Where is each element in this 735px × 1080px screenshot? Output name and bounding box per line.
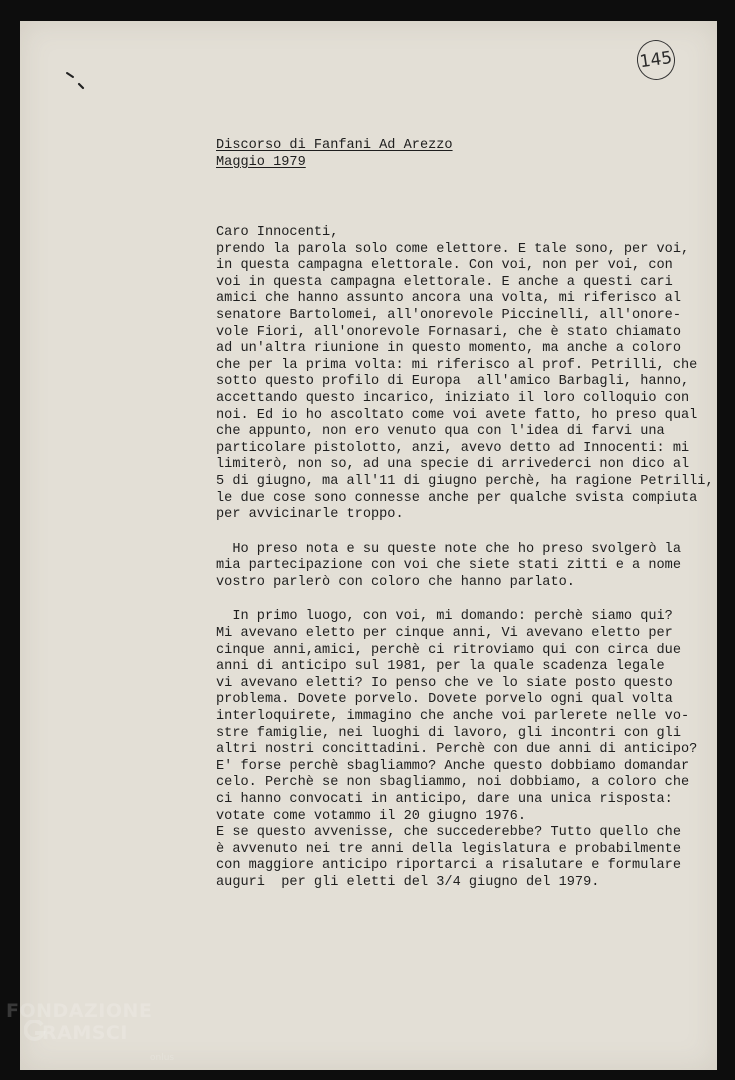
- text-line: in questa campagna elettorale. Con voi, non per voi, con: [216, 258, 673, 274]
- archive-watermark: [6, 998, 206, 1076]
- text-line: altri nostri concittadini. Perchè con due anni di anticipo?: [216, 742, 698, 758]
- paragraph: [216, 542, 714, 592]
- text-line: 5 di giugno, ma all'11 di giugno perchè, ha ragione Petrilli,: [216, 473, 714, 489]
- text-line: è avvenuto nei tre anni della legislatura e probabilmente: [216, 841, 681, 857]
- title-date: Maggio 1979: [216, 154, 306, 170]
- text-line: mia partecipazione con voi che siete stati zitti e a nome: [216, 558, 681, 574]
- text-line: per avvicinarle troppo.: [216, 507, 404, 523]
- text-line: ad un'altra riunione in questo momento, ma anche a coloro: [216, 341, 681, 357]
- document-title: [216, 138, 453, 171]
- text-line: sotto questo profilo di Europa all'amico Barbagli, hanno,: [216, 374, 690, 390]
- watermark-line2: RAMSCI: [42, 1022, 128, 1044]
- text-line: le due cose sono connesse anche per qualche svista compiuta: [216, 490, 698, 506]
- watermark-line1: FONDAZIONE: [6, 1000, 153, 1022]
- watermark-suffix: onlus: [150, 1053, 175, 1063]
- text-line: vole Fiori, all'onorevole Fornasari, che è stato chiamato: [216, 324, 681, 340]
- page-number: 145: [638, 47, 674, 73]
- text-line: che appunto, non ero venuto qua con l'idea di farvi una: [216, 424, 665, 440]
- text-line: Ho preso nota e su queste note che ho preso svolgerò la: [216, 541, 681, 557]
- title-line: Discorso di Fanfani Ad Arezzo: [216, 138, 453, 153]
- paragraph: [216, 609, 714, 891]
- text-line: noi. Ed io ho ascoltato come voi avete fatto, ho preso qual: [216, 407, 698, 423]
- text-line: vostro parlerò con coloro che hanno parlato.: [216, 574, 575, 590]
- text-line: interloquirete, immagino che anche voi parlerete nelle vo-: [216, 709, 690, 725]
- text-line: ci hanno convocati in anticipo, dare una unica risposta:: [216, 792, 673, 807]
- text-line: accettando questo incarico, iniziato il loro colloquio con: [216, 390, 690, 406]
- text-line: limiterò, non so, ad una specie di arrivederci non dico al: [216, 457, 690, 473]
- text-line: E se questo avvenisse, che succederebbe? Tutto quello che: [216, 825, 681, 841]
- text-line: Mi avevano eletto per cinque anni, Vi avevano eletto per: [216, 626, 673, 642]
- text-line: che per la prima volta: mi riferisco al prof. Petrilli, che: [216, 357, 698, 373]
- text-line: E' forse perchè sbagliammo? Anche questo dobbiamo domandar: [216, 758, 690, 774]
- text-line: In primo luogo, con voi, mi domando: perchè siamo qui?: [216, 609, 673, 625]
- text-line: senatore Bartolomei, all'onorevole Piccinelli, all'onore-: [216, 307, 681, 323]
- ink-mark: [64, 70, 88, 97]
- text-line: stre famiglie, nei luoghi di lavoro, gli incontri con gli: [216, 725, 681, 741]
- text-line: voi in questa campagna elettorale. E anche a questi cari: [216, 274, 673, 290]
- text-line: cinque anni,amici, perchè ci ritroviamo qui con circa due: [216, 642, 681, 658]
- text-line: prendo la parola solo come elettore. E tale sono, per voi,: [216, 241, 690, 257]
- text-line: celo. Perchè se non sbagliammo, noi dobbiamo, a coloro che: [216, 775, 690, 791]
- text-line: auguri per gli eletti del 3/4 giugno del 1979.: [216, 874, 600, 890]
- text-line: anni di anticipo sul 1981, per la quale scadenza legale: [216, 659, 665, 675]
- salutation: Caro Innocenti,: [216, 225, 339, 240]
- text-line: problema. Dovete porvelo. Dovete porvelo ogni qual volta: [216, 692, 673, 708]
- text-line: particolare pistolotto, anzi, avevo detto ad Innocenti: mi: [216, 440, 690, 456]
- text-line: votate come votammo il 20 giugno 1976.: [216, 808, 526, 824]
- text-line: vi avevano eletti? Io penso che ve lo siate posto questo: [216, 675, 673, 691]
- text-line: con maggiore anticipo riportarci a risalutare e formulare: [216, 858, 681, 874]
- letter-body: [216, 225, 714, 892]
- text-line: amici che hanno assunto ancora una volta, mi riferisco al: [216, 291, 681, 307]
- paragraph: [216, 242, 714, 524]
